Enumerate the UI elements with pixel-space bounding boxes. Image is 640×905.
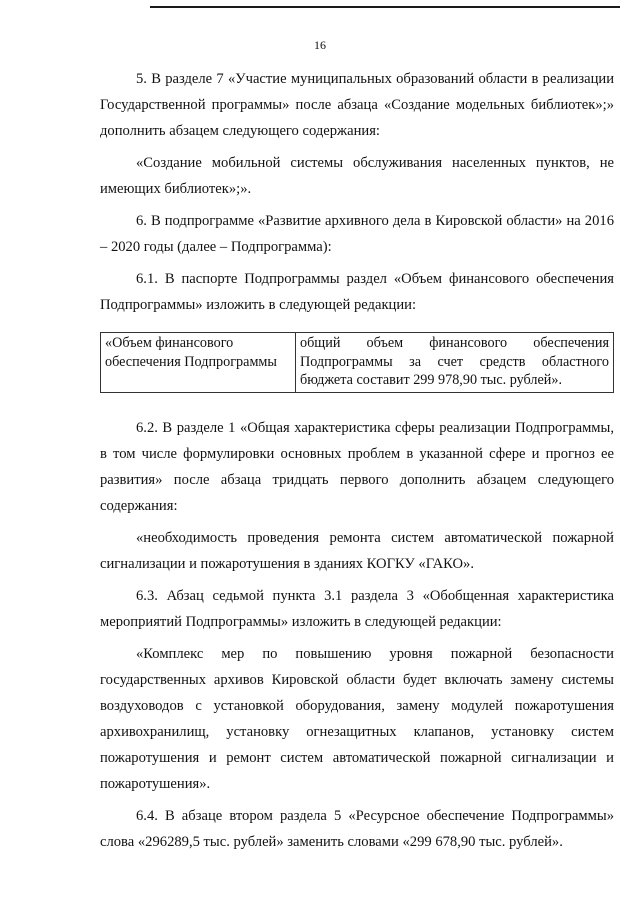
paragraph-6-3-quote: «Комплекс мер по повышению уровня пожарной безопасности государственных архивов Кировской области будет включать замену системы воздуховодов с установкой оборудования, замену модулей пожаротушения архивохранилищ, установку огнезащитных клапанов, установку систем пожаротушения и ремонт систем автоматической пожарной сигнализации и пожаротушения». xyxy=(100,645,614,792)
paragraph-6-2: 6.2. В разделе 1 «Общая характеристика сферы реализации Подпрограммы, в том числе формулировки основных проблем в указанной сфере и прогноз ее развития» после абзаца тридцать первого дополнить абзацем следующего содержания: xyxy=(100,419,614,514)
table-cell-label: «Объем финансового обеспечения Подпрограммы xyxy=(101,333,296,393)
document-body xyxy=(100,66,614,861)
table-row xyxy=(101,333,614,393)
paragraph-6-2-quote: «необходимость проведения ремонта систем автоматической пожарной сигнализации и пожаротушения в зданиях КОГКУ «ГАКО». xyxy=(100,529,614,572)
top-rule xyxy=(150,6,620,8)
paragraph-5: 5. В разделе 7 «Участие муниципальных образований области в реализации Государственной программы» после абзаца «Создание модельных библиотек»;» дополнить абзацем следующего содержания: xyxy=(100,71,614,139)
page-number: 16 xyxy=(314,38,326,52)
financing-table xyxy=(100,332,614,393)
table-cell-value: общий объем финансового обеспечения Подпрограммы за счет средств областного бюджета составит 299 978,90 тыс. рублей». xyxy=(296,333,614,393)
paragraph-6-1: 6.1. В паспорте Подпрограммы раздел «Объем финансового обеспечения Подпрограммы» изложить в следующей редакции: xyxy=(100,271,614,313)
paragraph-6-4: 6.4. В абзаце втором раздела 5 «Ресурсное обеспечение Подпрограммы» слова «296289,5 тыс. рублей» заменить словами «299 678,90 тыс. рублей». xyxy=(100,807,614,850)
paragraph-6-3: 6.3. Абзац седьмой пункта 3.1 раздела 3 «Обобщенная характеристика мероприятий Подпрограммы» изложить в следующей редакции: xyxy=(100,587,614,630)
paragraph-5-quote: «Создание мобильной системы обслуживания населенных пунктов, не имеющих библиотек»;». xyxy=(100,155,614,197)
paragraph-6: 6. В подпрограмме «Развитие архивного дела в Кировской области» на 2016 – 2020 годы (далее – Подпрограмма): xyxy=(100,213,614,255)
